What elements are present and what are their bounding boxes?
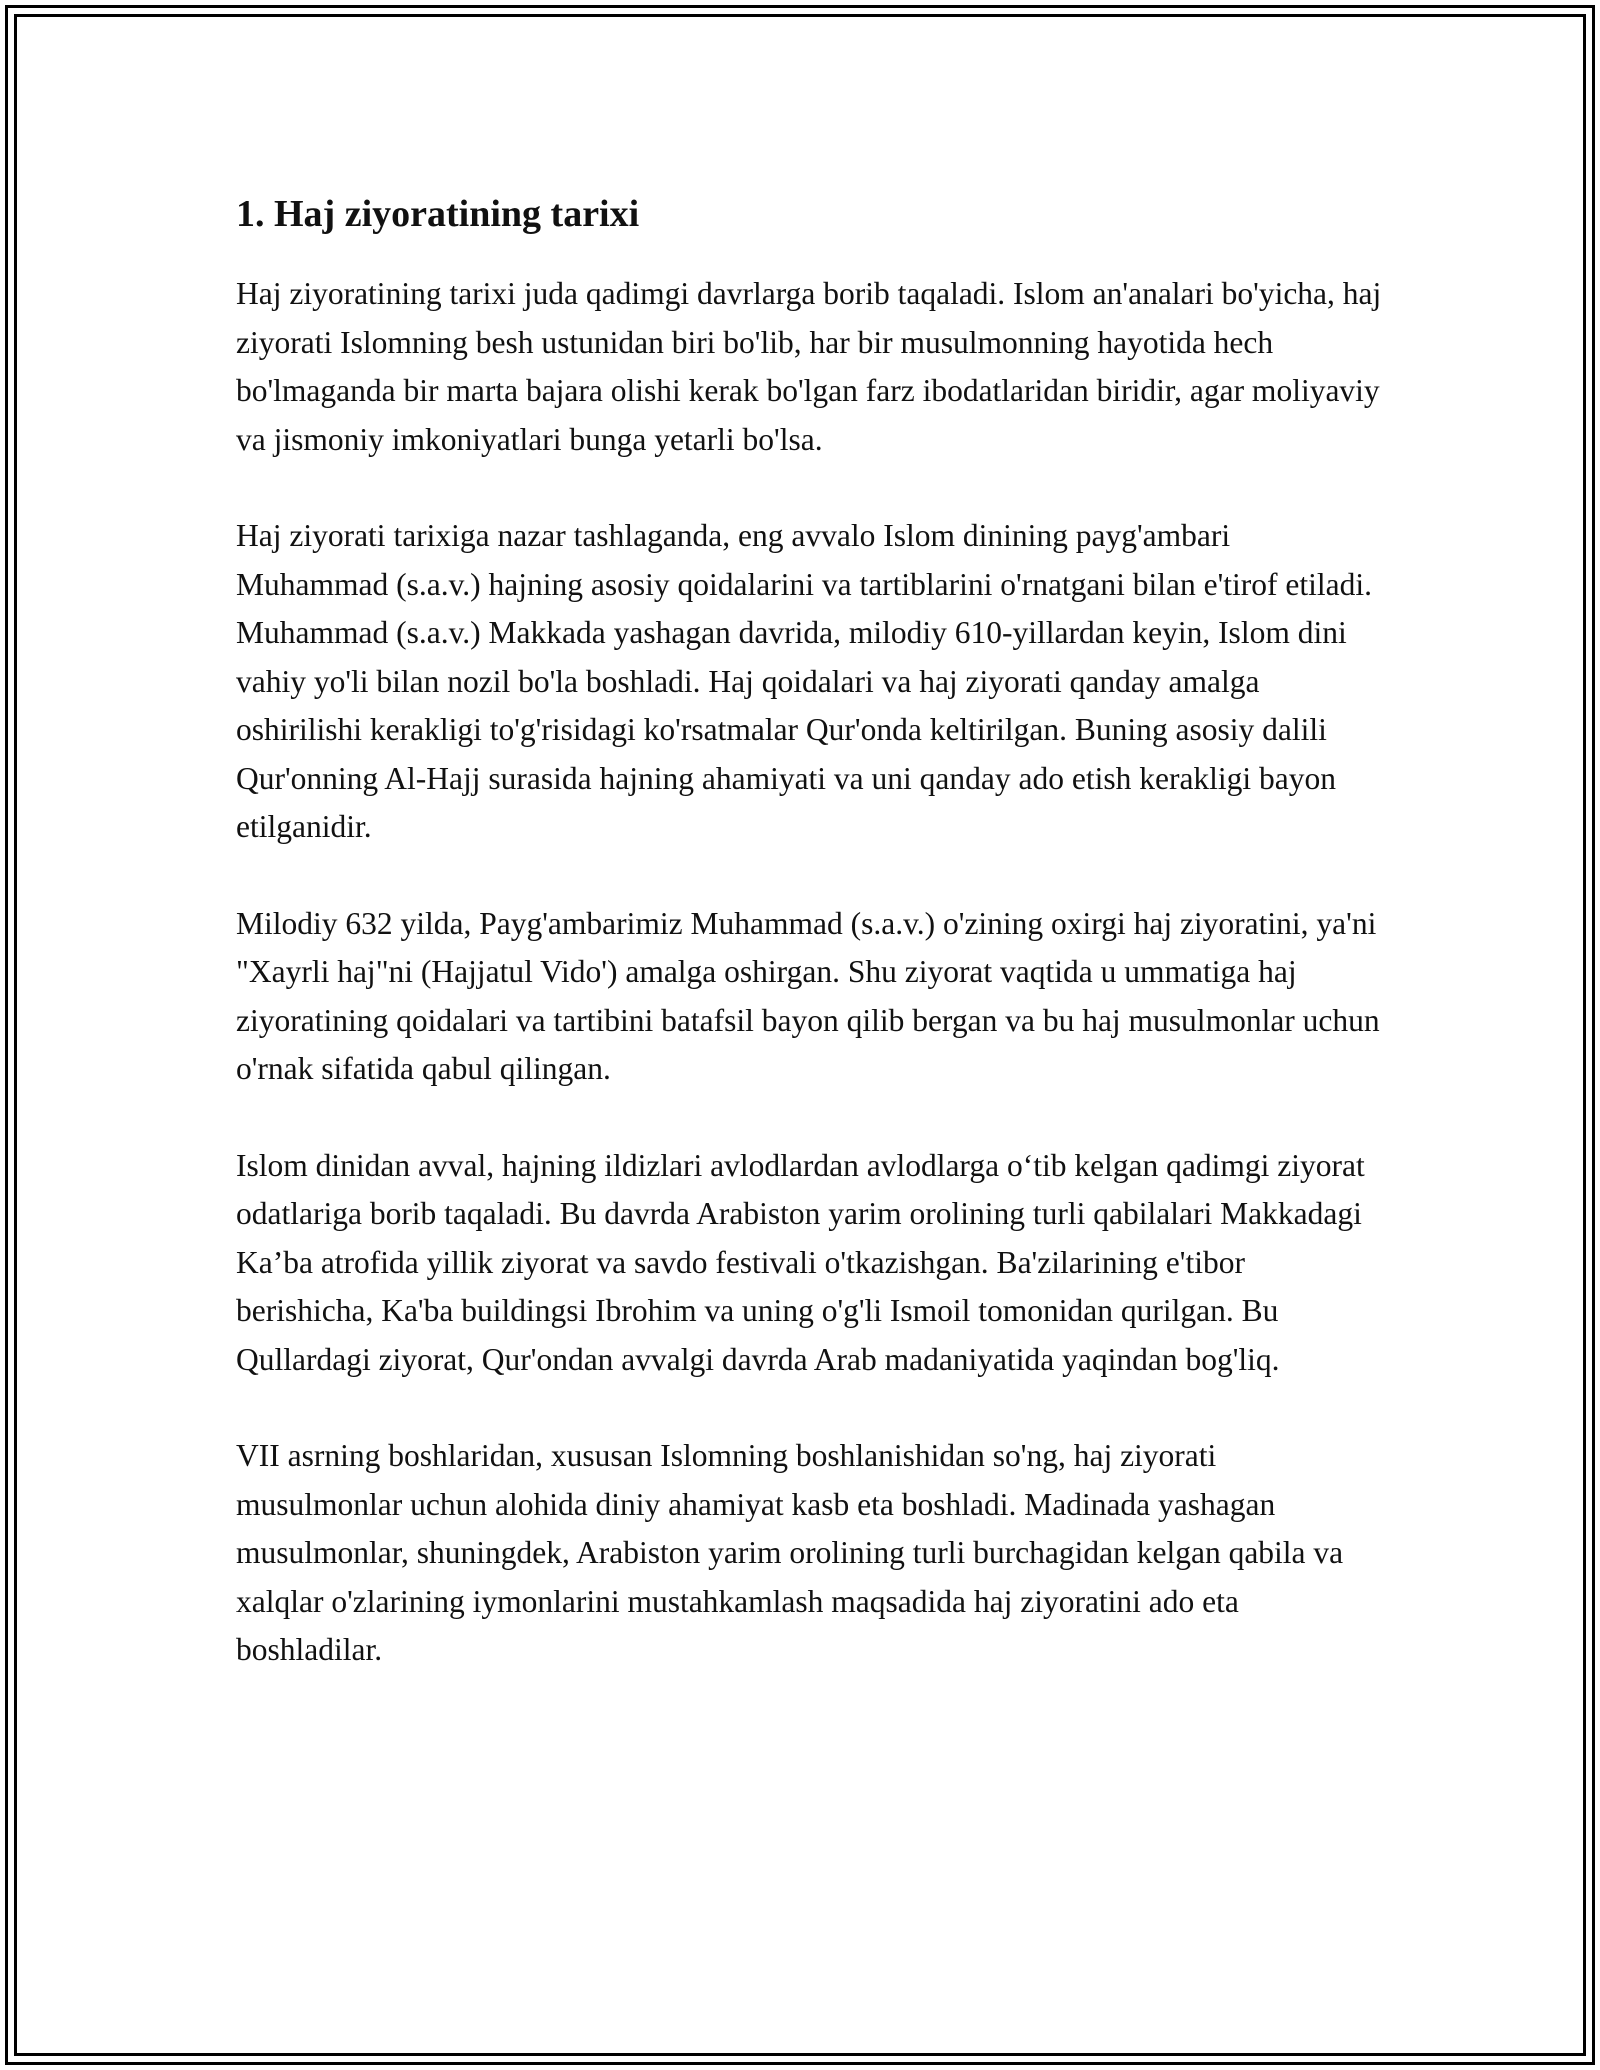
document-body (236, 186, 1386, 1723)
paragraph-1: Haj ziyoratining tarixi juda qadimgi davrlarga borib taqaladi. Islom an'analari bo'yicha, haj ziyorati Islomning besh ustunidan biri bo'lib, har bir musulmonning hayotida hech bo'lmaganda bir marta bajara olishi kerak bo'lgan farz ibodatlaridan biridir, agar moliyaviy va jismoniy imkoniyatlari bunga yetarli bo'lsa. (236, 276, 1382, 457)
paragraph-5: VII asrning boshlaridan, xususan Islomning boshlanishidan so'ng, haj ziyorati musulmonlar uchun alohida diniy ahamiyat kasb eta boshladi. Madinada yashagan musulmonlar, shuningdek, Arabiston yarim orolining turli burchagidan kelgan qabila va xalqlar o'zlarining iymonlarini mustahkamlash maqsadida haj ziyoratini ado eta boshladilar. (236, 1438, 1344, 1667)
section-heading: 1. Haj ziyoratining tarixi (236, 193, 640, 235)
paragraph-4: Islom dinidan avval, hajning ildizlari avlodlardan avlodlarga o‘tib kelgan qadimgi ziyorat odatlariga borib taqaladi. Bu davrda Arabiston yarim orolining turli qabilalari Makkadagi Ka’ba atrofida yillik ziyorat va savdo festivali o'tkazishgan. Ba'zilarining e'tibor berishicha, Ka'ba buildingsi Ibrohim va uning o'g'li Ismoil tomonidan qurilgan. Bu Qullardagi ziyorat, Qur'ondan avvalgi davrda Arab madaniyatida yaqindan bog'liq. (236, 1147, 1365, 1377)
paragraph-2: Haj ziyorati tarixiga nazar tashlaganda, eng avvalo Islom dinining payg'ambari Muhammad (s.a.v.) hajning asosiy qoidalarini va tartiblarini o'rnatgani bilan e'tirof etiladi. Muhammad (s.a.v.) Makkada yashagan davrida, milodiy 610-yillardan keyin, Islom dini vahiy yo'li bilan nozil bo'la boshladi. Haj qoidalari va haj ziyorati qanday amalga oshirilishi kerakligi to'g'risidagi ko'rsatmalar Qur'onda keltirilgan. Buning asosiy dalili Qur'onning Al-Hajj surasida hajning ahamiyati va uni qanday ado etish kerakligi bayon etilganidir. (236, 518, 1372, 844)
paragraph-3: Milodiy 632 yilda, Payg'ambarimiz Muhammad (s.a.v.) o'zining oxirgi haj ziyoratini, ya'ni "Xayrli haj"ni (Hajjatul Vido') amalga oshirgan. Shu ziyorat vaqtida u ummatiga haj ziyoratining qoidalari va tartibini batafsil bayon qilib bergan va bu haj musulmonlar uchun o'rnak sifatida qabul qilingan. (236, 905, 1380, 1086)
